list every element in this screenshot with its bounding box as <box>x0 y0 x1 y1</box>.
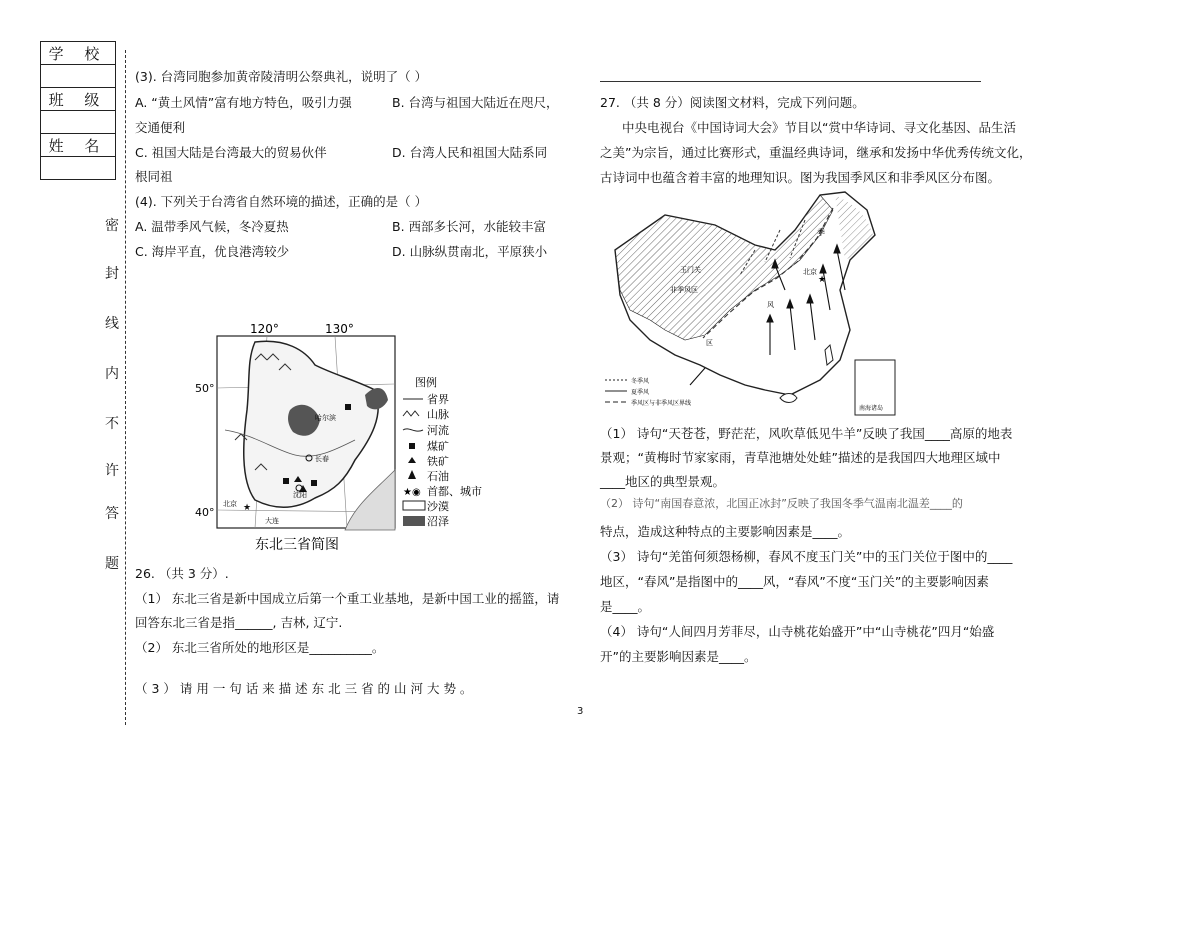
question-26-1: （1） 东北三省是新中国成立后第一个重工业基地，是新中国工业的摇篮，请 <box>135 591 560 606</box>
seal-char: 答 <box>105 506 119 522</box>
legend-item: 冬季风 <box>631 378 650 385</box>
legend-item: 沼泽 <box>427 515 449 528</box>
seal-char: 不 <box>105 416 119 432</box>
page-number: 3 <box>577 706 584 717</box>
seal-dashed-line <box>125 50 126 725</box>
china-monsoon-map <box>605 190 905 420</box>
svg-text:★: ★ <box>818 275 827 285</box>
seal-char: 密 <box>105 218 119 234</box>
option-3d-cont: 根同祖 <box>135 169 173 184</box>
legend-item: 沙漠 <box>427 500 449 513</box>
school-field <box>41 65 116 88</box>
option-4d: D. 山脉纵贯南北，平原狭小 <box>392 244 548 259</box>
legend-item: 省界 <box>427 393 449 406</box>
latitude-label: 50° <box>195 382 215 395</box>
question-26: 26. （共 3 分）. <box>135 566 229 581</box>
option-4b: B. 西部多长河，水能较丰富 <box>392 219 547 234</box>
option-3c: C. 祖国大陆是台湾最大的贸易伙伴 <box>135 145 327 160</box>
answer-1-cont: ____地区的典型景观。 <box>600 474 726 489</box>
header-rule <box>600 81 981 82</box>
latitude-label: 40° <box>195 506 215 519</box>
northeast-map <box>195 320 505 560</box>
option-3a: A. “黄土风情”富有地方特色，吸引力强 <box>135 95 352 110</box>
answer-2-cont: 特点，造成这种特点的主要影响因素是____。 <box>600 524 851 539</box>
answer-3: （3） 诗句“羌笛何须怨杨柳，春风不度玉门关”中的玉门关位于图中的____ <box>600 549 1013 564</box>
legend-item: 煤矿 <box>427 440 449 453</box>
option-4c: C. 海岸平直，优良港湾较少 <box>135 244 290 259</box>
map-label: 区 <box>706 339 713 347</box>
question-4: (4). 下列关于台湾省自然环境的描述，正确的是（ ） <box>135 194 428 209</box>
map-label: 非季风区 <box>670 286 698 294</box>
seal-char: 内 <box>105 366 119 382</box>
answer-1-cont: 景观；“黄梅时节家家雨，青草池塘处处蛙”描述的是我国四大地理区域中 <box>600 450 1001 465</box>
legend-item: 夏季风 <box>631 389 650 396</box>
class-label: 班 级 <box>41 88 116 111</box>
name-field <box>41 157 116 180</box>
city-label: 长春 <box>315 455 329 463</box>
answer-2: （2） 诗句“南国春意浓，北国正冰封”反映了我国冬季气温南北温差____的 <box>600 497 963 510</box>
map-label: 玉门关 <box>680 266 701 274</box>
legend-item: 山脉 <box>427 408 449 421</box>
seal-char: 许 <box>105 463 119 479</box>
answer-1: （1） 诗句“天苍苍，野茫茫，风吹草低见牛羊”反映了我国____高原的地表 <box>600 426 1013 441</box>
option-4a: A. 温带季风气候，冬冷夏热 <box>135 219 289 234</box>
legend-item: 铁矿 <box>427 455 449 468</box>
answer-3-cont: 地区，“春风”是指图中的____风，“春风”不度“玉门关”的主要影响因素 <box>600 574 989 589</box>
option-3b: B. 台湾与祖国大陆近在咫尺， <box>392 95 559 110</box>
legend-item: 石油 <box>427 470 449 483</box>
longitude-label: 120° <box>250 322 279 336</box>
inset-label: 南海诸岛 <box>859 405 884 412</box>
passage-line: 中央电视台《中国诗词大会》节目以“赏中华诗词、寻文化基因、品生活 <box>622 120 1016 135</box>
city-label: 沈阳 <box>293 491 307 499</box>
legend-item: 首都、城市 <box>427 485 482 498</box>
map-caption: 东北三省简图 <box>255 537 339 553</box>
question-3: (3). 台湾同胞参加黄帝陵清明公祭典礼，说明了（ ） <box>135 69 428 84</box>
question-26-2: （2） 东北三省所处的地形区是__________。 <box>135 640 385 655</box>
passage-line: 之美”为宗旨，通过比赛形式，重温经典诗词，继承和发扬中华优秀传统文化， <box>600 145 1032 160</box>
option-3b-cont: 交通便利 <box>135 120 186 135</box>
answer-4: （4） 诗句“人间四月芳菲尽，山寺桃花始盛开”中“山寺桃花”四月“始盛 <box>600 624 995 639</box>
question-26-3: （ 3 ） 请 用 一 句 话 来 描 述 东 北 三 省 的 山 河 大 势 。 <box>135 681 473 696</box>
seal-char: 题 <box>105 556 119 572</box>
school-label: 学 校 <box>41 42 116 65</box>
legend-item: 季风区与非季风区界线 <box>631 400 692 407</box>
map-label: 北京 <box>803 268 817 276</box>
svg-text:★◉: ★◉ <box>403 487 421 498</box>
svg-text:★: ★ <box>243 503 252 513</box>
class-field <box>41 111 116 134</box>
longitude-label: 130° <box>325 322 354 336</box>
city-label: 哈尔滨 <box>315 414 336 422</box>
option-3d: D. 台湾人民和祖国大陆系同 <box>392 145 548 160</box>
answer-3-cont: 是____。 <box>600 599 651 614</box>
map-label: 季 <box>817 228 825 237</box>
seal-char: 封 <box>105 266 119 282</box>
seal-char: 线 <box>105 316 119 332</box>
answer-4-cont: 开”的主要影响因素是____。 <box>600 649 757 664</box>
legend-item: 河流 <box>427 424 449 437</box>
question-26-1-cont: 回答东北三省是指______, 吉林, 辽宁. <box>135 615 343 630</box>
student-info-table <box>40 41 116 180</box>
question-27: 27. （共 8 分）阅读图文材料，完成下列问题。 <box>600 95 865 110</box>
map-label: 风 <box>767 301 774 309</box>
passage-line: 古诗词中也蕴含着丰富的地理知识。图为我国季风区和非季风区分布图。 <box>600 170 1001 185</box>
legend-title: 图例 <box>415 376 437 389</box>
name-label: 姓 名 <box>41 134 116 157</box>
city-label: 北京 <box>223 500 237 508</box>
city-label: 大连 <box>265 517 279 525</box>
